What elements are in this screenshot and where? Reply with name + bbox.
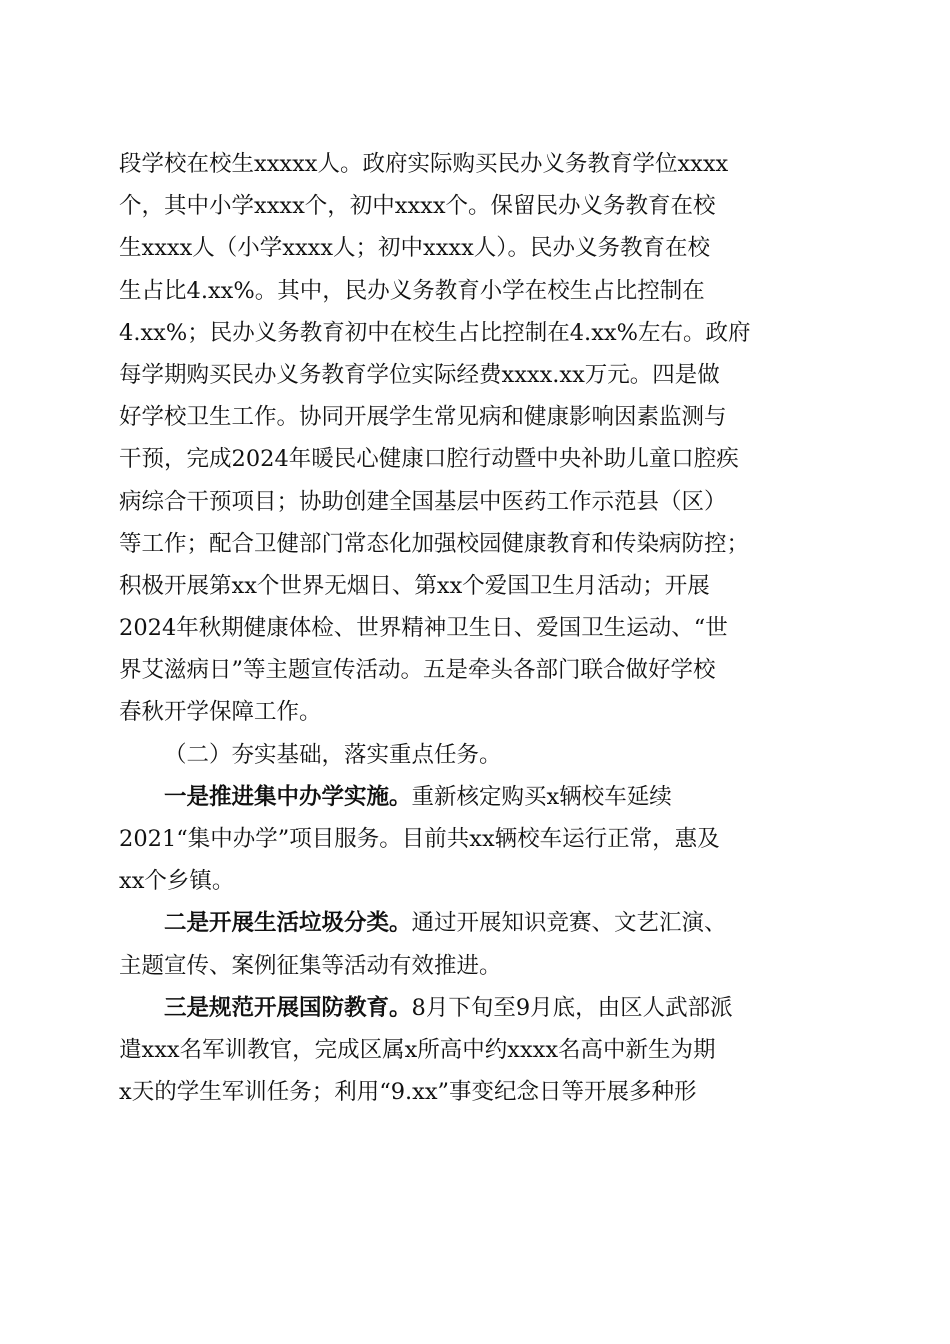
line-text: 春秋开学保障工作。 [119, 699, 322, 726]
paragraph-1 [119, 143, 831, 734]
text-line [119, 902, 831, 944]
line-text: 积极开展第xx个世界无烟日、第xx个爱国卫生月活动；开展 [119, 572, 710, 599]
text-line [119, 1071, 831, 1113]
heading-text: （二）夯实基础，落实重点任务。 [164, 741, 502, 768]
text-line [119, 607, 831, 649]
line-text: 干预，完成2024年暖民心健康口腔行动暨中央补助儿童口腔疾 [119, 446, 739, 473]
line-text: x天的学生军训任务；利用“9.xx”事变纪念日等开展多种形 [119, 1079, 697, 1106]
line-text: 通过开展知识竞赛、文艺汇演、 [411, 910, 727, 937]
line-text: 好学校卫生工作。协同开展学生常见病和健康影响因素监测与 [119, 404, 727, 431]
line-text: 每学期购买民办义务教育学位实际经费xxxx.xx万元。四是做 [119, 361, 720, 388]
line-text: 等工作；配合卫健部门常态化加强校园健康教育和传染病防控； [119, 530, 750, 557]
line-text: 2021“集中办学”项目服务。目前共xx辆校车运行正常，惠及 [119, 826, 720, 852]
text-line [119, 565, 831, 607]
text-line [119, 185, 831, 227]
text-line [119, 227, 831, 269]
text-line [119, 860, 831, 902]
line-text: 8月下旬至9月底，由区人武部派 [411, 994, 733, 1021]
text-line [119, 354, 831, 396]
item-lead: 二是开展生活垃圾分类。 [164, 910, 412, 937]
line-text: 主题宣传、案例征集等活动有效推进。 [119, 952, 502, 979]
text-line [119, 523, 831, 565]
text-line [119, 1029, 831, 1071]
item-3 [119, 987, 831, 1114]
text-line [119, 649, 831, 691]
text-line [119, 818, 831, 860]
text-line [119, 481, 831, 523]
text-line [119, 270, 831, 312]
line-text: 4.xx%；民办义务教育初中在校生占比控制在4.xx%左右。政府 [119, 319, 751, 346]
line-text: 遣xxx名军训教官，完成区属x所高中约xxxx名高中新生为期 [119, 1036, 716, 1063]
item-1 [119, 776, 831, 903]
text-line [119, 312, 831, 354]
line-text: 2024年秋期健康体检、世界精神卫生日、爱国卫生运动、“世 [119, 615, 728, 642]
line-text: 界艾滋病日”等主题宣传活动。五是牵头各部门联合做好学校 [119, 657, 716, 684]
item-2 [119, 902, 831, 986]
text-line [119, 396, 831, 438]
line-text: 重新核定购买x辆校车延续 [411, 783, 672, 810]
line-text: 个，其中小学xxxx个，初中xxxx个。保留民办义务教育在校 [119, 193, 716, 220]
line-text: 生xxxx人（小学xxxx人；初中xxxx人）。民办义务教育在校 [119, 235, 711, 262]
text-line [119, 987, 831, 1029]
line-text: xx个乡镇。 [119, 868, 235, 895]
line-text: 段学校在校生xxxxx人。政府实际购买民办义务教育学位xxxx [119, 151, 729, 177]
text-line [119, 143, 831, 185]
text-line [119, 945, 831, 987]
text-line [119, 691, 831, 733]
line-text: 病综合干预项目；协助创建全国基层中医药工作示范县（区） [119, 488, 727, 515]
item-lead: 一是推进集中办学实施。 [164, 783, 412, 810]
line-text: 生占比4.xx%。其中，民办义务教育小学在校生占比控制在 [119, 277, 705, 304]
text-line [119, 776, 831, 818]
item-lead: 三是规范开展国防教育。 [164, 994, 412, 1021]
text-line [119, 438, 831, 480]
section-heading [119, 734, 831, 776]
document-page [119, 143, 831, 1113]
